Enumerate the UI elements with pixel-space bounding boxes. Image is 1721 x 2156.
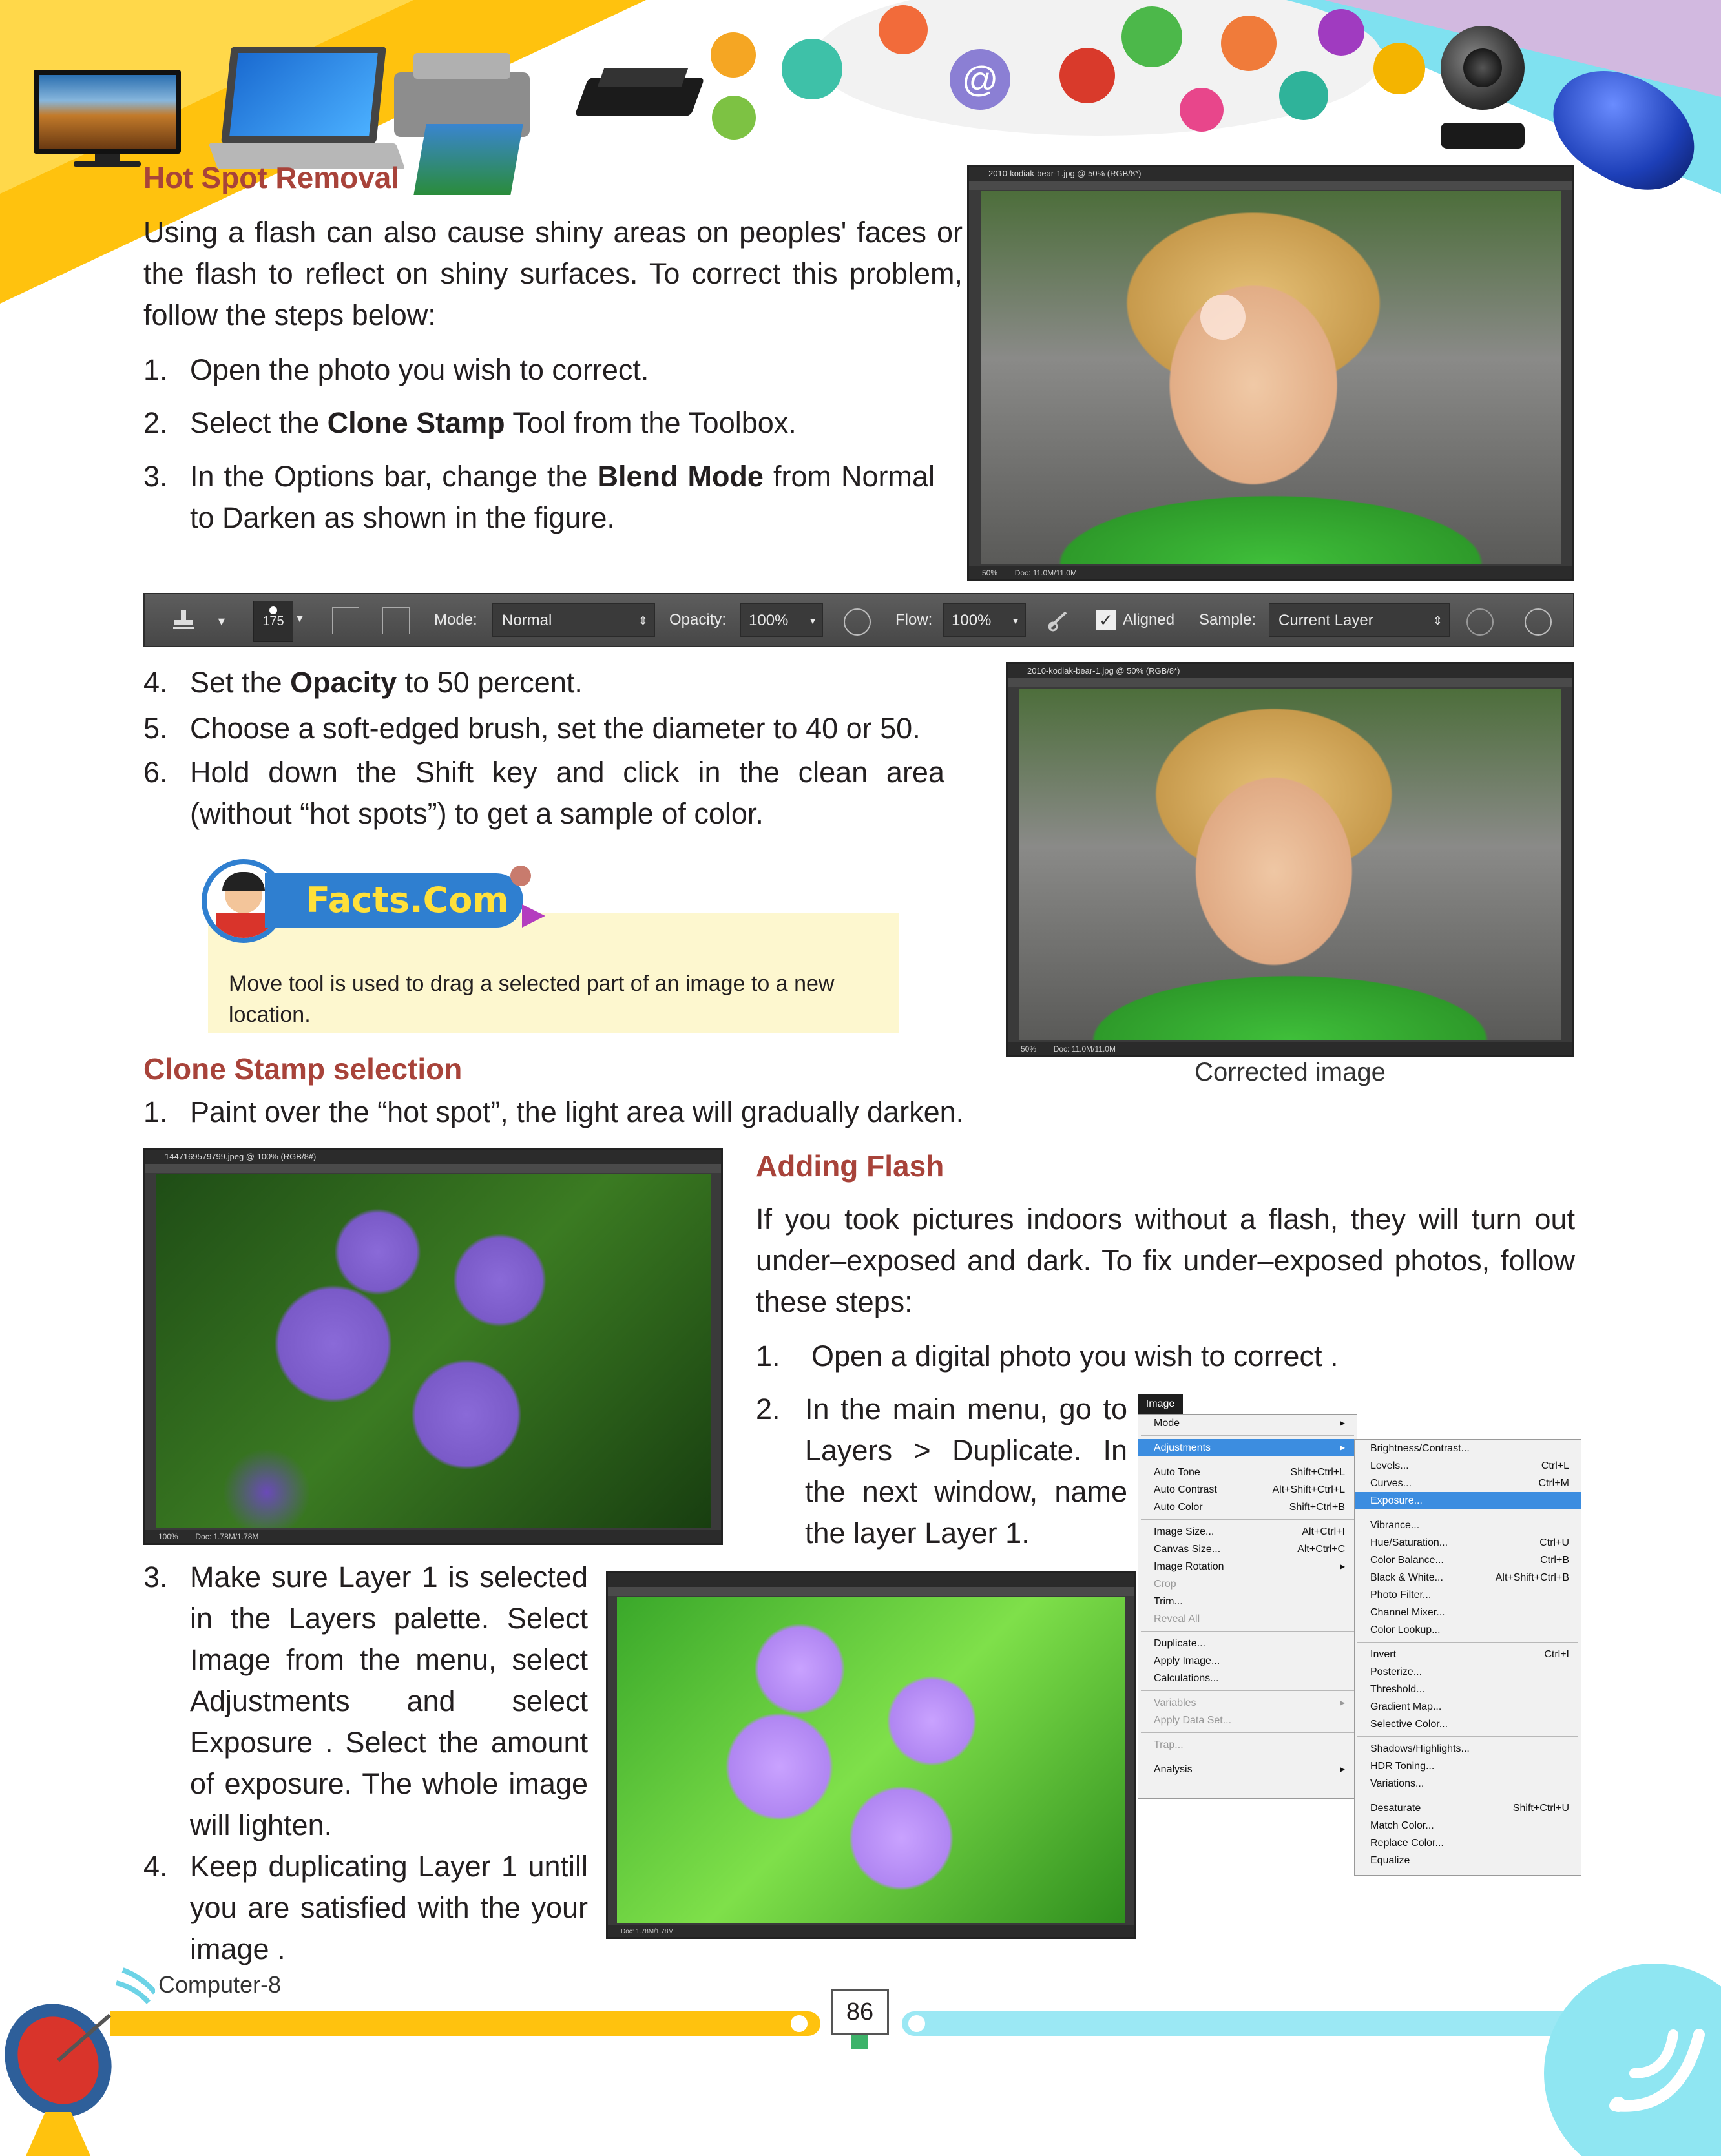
yellow-band — [110, 2011, 820, 2036]
menu-item-label: Image Size... — [1154, 1526, 1215, 1537]
gear-icon — [1059, 48, 1115, 103]
adjustments-menu-item[interactable] — [1355, 1492, 1581, 1509]
brush-dot-icon — [269, 606, 277, 614]
image-menu-item[interactable] — [1138, 1439, 1357, 1456]
list-number: 1. — [143, 353, 168, 386]
menu-item-label: Selective Color... — [1370, 1719, 1448, 1730]
adjustments-menu-item[interactable] — [1355, 1817, 1581, 1834]
clone-stamp-icon[interactable] — [171, 607, 196, 633]
image-menu-item[interactable] — [1138, 1635, 1357, 1652]
flow-label: Flow: — [895, 611, 933, 628]
menu-separator — [1357, 1642, 1578, 1643]
ruler — [1008, 678, 1572, 687]
image-menu-item[interactable] — [1138, 1694, 1357, 1712]
window-title: 1447169579799.jpeg @ 100% (RGB/8#) — [145, 1150, 721, 1164]
menu-item-label: Hue/Saturation... — [1370, 1537, 1448, 1548]
image-menu-item[interactable] — [1138, 1415, 1357, 1432]
menu-item-label: Color Balance... — [1370, 1555, 1444, 1566]
menu-item-label: Desaturate — [1370, 1803, 1421, 1814]
monitor-icon — [1373, 43, 1425, 94]
list-number: 4. — [143, 1850, 168, 1883]
list-text: Paint over the “hot spot”, the light area will gradually darken. — [190, 1095, 965, 1128]
menu-item-label: Apply Data Set... — [1154, 1715, 1232, 1726]
image-menu-item[interactable] — [1138, 1540, 1357, 1558]
list-text: Set the Opacity to 50 percent. — [190, 666, 583, 699]
chart-icon — [712, 96, 756, 140]
image-menu-item[interactable] — [1138, 1761, 1357, 1778]
menu-item-shortcut: Shift+Ctrl+U — [1512, 1803, 1569, 1814]
menu-item-shortcut: Alt+Shift+Ctrl+B — [1495, 1572, 1569, 1583]
submenu-arrow-icon: ▸ — [1339, 1764, 1345, 1775]
clone-stamp-heading: Clone Stamp selection — [143, 1052, 463, 1086]
adjustments-menu-item[interactable] — [1355, 1457, 1581, 1475]
folder-icon — [1318, 9, 1364, 56]
submenu-arrow-icon: ▸ — [1339, 1442, 1345, 1453]
photo-window-after — [1006, 662, 1574, 1057]
status-bar: Doc: 1.78M/1.78M — [608, 1925, 1134, 1937]
menu-item-label: HDR Toning... — [1370, 1761, 1435, 1772]
opacity-value: 100% — [749, 612, 789, 629]
menu-item-label: Curves... — [1370, 1478, 1412, 1489]
image-menu-item[interactable] — [1138, 1523, 1357, 1540]
brush-panel-icon[interactable] — [332, 607, 359, 634]
list-text: Open a digital photo you wish to correct . — [811, 1340, 1339, 1373]
facts-badge — [265, 873, 523, 928]
aligned-label: Aligned — [1123, 611, 1175, 628]
page-number: 86 — [831, 1989, 889, 2035]
stand-icon — [851, 2035, 868, 2049]
band-dot-icon — [788, 2013, 810, 2035]
menu-item-label: Trim... — [1154, 1596, 1183, 1607]
menu-item-shortcut: Shift+Ctrl+L — [1290, 1467, 1345, 1478]
kid-photo — [981, 191, 1561, 564]
menu-item-label: Black & White... — [1370, 1572, 1443, 1583]
menu-item-label: Mode — [1154, 1418, 1180, 1429]
image-menu-item[interactable] — [1138, 1481, 1357, 1498]
hot-spot — [1200, 295, 1246, 340]
menu-separator — [1141, 1435, 1354, 1436]
status-bar: 50% Doc: 11.0M/11.0M — [1008, 1042, 1572, 1055]
image-menu-item[interactable] — [1138, 1610, 1357, 1628]
window-title — [608, 1573, 1134, 1587]
airbrush-icon[interactable] — [1047, 608, 1071, 633]
image-menu-item[interactable] — [1138, 1575, 1357, 1593]
adjustments-menu-item[interactable] — [1355, 1715, 1581, 1733]
menu-item-label: Exposure... — [1370, 1495, 1423, 1506]
menu-item-label: Apply Image... — [1154, 1655, 1220, 1666]
list-number: 4. — [143, 666, 168, 699]
list-text: In the main menu, go to Layers > Duplicate. In the next window, name the layer Layer 1. — [805, 1393, 1127, 1550]
menu-item-shortcut: Ctrl+I — [1544, 1649, 1569, 1660]
people-icon — [1121, 6, 1182, 67]
submenu-arrow-icon: ▸ — [1339, 1561, 1345, 1572]
mouse-icon — [711, 32, 756, 78]
sample-select[interactable] — [1269, 603, 1450, 637]
menu-item-label: Canvas Size... — [1154, 1544, 1221, 1555]
satellite-dish-icon — [0, 1964, 155, 2156]
sample-label: Sample: — [1199, 611, 1257, 628]
decorative-dot-icon — [510, 866, 531, 886]
adjustments-menu-item[interactable] — [1355, 1475, 1581, 1492]
menu-item-label: Auto Tone — [1154, 1467, 1200, 1478]
flower-window-after — [606, 1571, 1136, 1939]
menu-item-label: Auto Color — [1154, 1502, 1203, 1513]
image-menu-item[interactable] — [1138, 1736, 1357, 1754]
clone-stamp-options-bar — [143, 593, 1574, 647]
menu-item-label: Duplicate... — [1154, 1638, 1206, 1649]
adjustments-menu-item[interactable] — [1355, 1663, 1581, 1681]
list-text: Open the photo you wish to correct. — [190, 353, 649, 386]
adjustments-menu-item[interactable] — [1355, 1681, 1581, 1698]
list-text: Choose a soft-edged brush, set the diameter to 40 or 50. — [190, 712, 921, 745]
status-bar: 100% Doc: 1.78M/1.78M — [145, 1530, 721, 1543]
sample-value: Current Layer — [1278, 612, 1373, 629]
list-number: 2. — [143, 406, 168, 439]
menu-item-label: Vibrance... — [1370, 1520, 1420, 1531]
updown-icon: ⇕ — [1432, 614, 1443, 627]
adjustments-menu-item[interactable] — [1355, 1646, 1581, 1663]
bar-chart-icon — [1279, 71, 1328, 120]
menu-item-label: Image Rotation — [1154, 1561, 1224, 1572]
submenu-arrow-icon: ▸ — [1339, 1418, 1345, 1429]
ruler — [969, 181, 1572, 190]
image-menu-item[interactable] — [1138, 1464, 1357, 1481]
menu-item-shortcut: Alt+Ctrl+C — [1297, 1544, 1345, 1555]
image-menu-item[interactable] — [1138, 1558, 1357, 1575]
menu-item-label: Calculations... — [1154, 1673, 1219, 1684]
chevron-down-icon[interactable]: ▼ — [295, 614, 305, 625]
hot-spot-heading: Hot Spot Removal — [143, 161, 400, 194]
printer-icon — [394, 47, 536, 156]
menu-item-shortcut: Alt+Shift+Ctrl+L — [1272, 1484, 1345, 1495]
adjustments-menu-item[interactable] — [1355, 1757, 1581, 1775]
laptop-icon — [213, 47, 401, 176]
menu-item-label: Threshold... — [1370, 1684, 1425, 1695]
list-number: 5. — [143, 712, 168, 745]
adjustments-menu-item[interactable] — [1355, 1621, 1581, 1639]
triangle-icon — [522, 904, 545, 928]
flower-window-before — [143, 1148, 723, 1545]
menu-separator — [1357, 1736, 1578, 1737]
adjustments-menu-item[interactable] — [1355, 1799, 1581, 1817]
menu-item-label: Shadows/Highlights... — [1370, 1743, 1470, 1754]
pressure-size-icon[interactable] — [1525, 608, 1552, 636]
adjustments-menu-item[interactable] — [1355, 1551, 1581, 1569]
window-title: 2010-kodiak-bear-1.jpg @ 50% (RGB/8*) — [1008, 664, 1572, 678]
menu-item-shortcut: Alt+Ctrl+I — [1302, 1526, 1345, 1537]
menu-item-label: Brightness/Contrast... — [1370, 1443, 1470, 1454]
menu-item-shortcut: Ctrl+U — [1539, 1537, 1569, 1548]
adjustments-menu-item[interactable] — [1355, 1534, 1581, 1551]
list-number: 2. — [756, 1393, 780, 1425]
chevron-down-icon[interactable]: ▼ — [216, 615, 227, 628]
adjustments-submenu — [1354, 1439, 1581, 1876]
menu-item-shortcut: Ctrl+B — [1540, 1555, 1569, 1566]
cyan-band — [902, 2011, 1638, 2036]
book-title: Computer-8 — [158, 1971, 282, 1998]
adjustments-menu-item[interactable] — [1355, 1740, 1581, 1757]
mode-label: Mode: — [434, 611, 477, 628]
facts-box — [208, 913, 899, 1033]
list-number: 3. — [143, 460, 168, 493]
menu-item-shortcut: Ctrl+M — [1538, 1478, 1569, 1489]
image-menu — [1138, 1414, 1357, 1799]
menu-separator — [1141, 1690, 1354, 1691]
list-text: Keep duplicating Layer 1 untill you are satisfied with the your image . — [190, 1850, 588, 1965]
brush-size-picker[interactable] — [253, 601, 293, 642]
upload-icon — [879, 5, 928, 54]
brush-size-value: 175 — [262, 614, 284, 628]
adding-flash-heading: Adding Flash — [756, 1149, 944, 1183]
menu-item-label: Variables — [1154, 1697, 1196, 1708]
menu-item-label: Levels... — [1370, 1460, 1409, 1471]
image-menu-item[interactable] — [1138, 1712, 1357, 1729]
at-icon: @ — [950, 49, 1010, 110]
menu-item-label: Equalize — [1370, 1855, 1410, 1866]
mouse-icon — [1221, 16, 1277, 71]
pressure-opacity-icon[interactable] — [844, 608, 871, 636]
image-menu-title[interactable]: Image — [1138, 1394, 1183, 1414]
submenu-arrow-icon: ▸ — [1339, 1697, 1345, 1708]
gamepad-icon — [1180, 88, 1224, 132]
flower-photo-brightened — [617, 1597, 1125, 1923]
flow-value: 100% — [952, 612, 992, 629]
ruler — [608, 1587, 1134, 1596]
list-text: Hold down the Shift key and click in the clean area (without “hot spots”) to get a sample of color. — [190, 756, 944, 830]
band-dot-icon — [906, 2013, 928, 2035]
aligned-checkbox[interactable]: ✓ — [1096, 610, 1116, 630]
monitor-icon — [34, 70, 181, 167]
menu-item-label: Gradient Map... — [1370, 1701, 1442, 1712]
adjustments-menu-item[interactable] — [1355, 1852, 1581, 1869]
facts-title: Facts.Com — [306, 880, 509, 920]
image-menu-item[interactable] — [1138, 1498, 1357, 1516]
menu-item-label: Analysis — [1154, 1764, 1193, 1775]
swirl-icon — [1538, 1957, 1721, 2156]
mode-value: Normal — [502, 612, 552, 629]
adjustments-menu-item[interactable] — [1355, 1569, 1581, 1586]
opacity-label: Opacity: — [669, 611, 727, 628]
mode-select[interactable] — [492, 603, 655, 637]
facts-text: Move tool is used to drag a selected part of an image to a new location. — [229, 971, 835, 1027]
menu-item-label: Photo Filter... — [1370, 1590, 1432, 1601]
globe-icon — [782, 39, 842, 99]
adjustments-menu-item[interactable] — [1355, 1517, 1581, 1534]
flow-field[interactable] — [943, 603, 1026, 637]
list-text: In the Options bar, change the Blend Mode from Normal to Darken as shown in the figure. — [190, 460, 935, 534]
menu-separator — [1141, 1732, 1354, 1733]
scanner-icon — [581, 65, 698, 123]
list-number: 1. — [143, 1095, 168, 1128]
list-number: 1. — [756, 1340, 780, 1373]
menu-item-label: Match Color... — [1370, 1820, 1434, 1831]
adjustments-menu-item[interactable] — [1355, 1440, 1581, 1457]
status-bar: 50% Doc: 11.0M/11.0M — [969, 566, 1572, 579]
image-menu-item[interactable] — [1138, 1652, 1357, 1670]
updown-icon: ⇕ — [638, 614, 648, 627]
menu-item-label: Color Lookup... — [1370, 1624, 1441, 1635]
image-menu-item[interactable] — [1138, 1593, 1357, 1610]
menu-item-label: Posterize... — [1370, 1666, 1423, 1677]
menu-item-label: Adjustments — [1154, 1442, 1211, 1453]
menu-item-label: Auto Contrast — [1154, 1484, 1217, 1495]
adjustments-menu-item[interactable] — [1355, 1775, 1581, 1792]
hot-spot-intro: Using a flash can also cause shiny areas on peoples' faces or the flash to reflect on shiny surfaces. To correct this problem, follow the steps below: — [143, 216, 963, 331]
menu-item-label: Invert — [1370, 1649, 1397, 1660]
menu-item-label: Reveal All — [1154, 1613, 1200, 1624]
menu-item-label: Replace Color... — [1370, 1838, 1444, 1849]
list-number: 3. — [143, 1560, 168, 1593]
window-title: 2010-kodiak-bear-1.jpg @ 50% (RGB/8*) — [969, 167, 1572, 181]
clone-source-icon[interactable] — [382, 607, 410, 634]
chevron-down-icon: ▼ — [808, 616, 817, 626]
menu-item-label: Channel Mixer... — [1370, 1607, 1445, 1618]
photo-window-before — [967, 165, 1574, 581]
adding-flash-intro: If you took pictures indoors without a flash, they will turn out under–exposed and dark. To fix under–exposed photos, follow these steps: — [756, 1203, 1575, 1318]
list-number: 6. — [143, 756, 168, 789]
corrected-image-caption: Corrected image — [1194, 1058, 1386, 1086]
menu-separator — [1141, 1519, 1354, 1520]
webcam-icon — [1434, 26, 1531, 155]
menu-item-shortcut: Ctrl+L — [1541, 1460, 1569, 1471]
ignore-adjustment-icon[interactable] — [1466, 608, 1494, 636]
adjustments-menu-item[interactable] — [1355, 1604, 1581, 1621]
kid-photo-corrected — [1019, 689, 1561, 1040]
menu-item-shortcut: Shift+Ctrl+B — [1289, 1502, 1345, 1513]
ruler — [145, 1164, 721, 1173]
opacity-field[interactable] — [740, 603, 823, 637]
menu-item-label: Trap... — [1154, 1739, 1184, 1750]
image-menu-item[interactable] — [1138, 1670, 1357, 1687]
adjustments-menu-item[interactable] — [1355, 1834, 1581, 1852]
chevron-down-icon: ▼ — [1011, 616, 1020, 626]
menu-item-label: Variations... — [1370, 1778, 1424, 1789]
menu-separator — [1141, 1631, 1354, 1632]
list-text: Select the Clone Stamp Tool from the Toolbox. — [190, 406, 797, 439]
flower-photo — [156, 1174, 711, 1528]
adjustments-menu-item[interactable] — [1355, 1698, 1581, 1715]
adjustments-menu-item[interactable] — [1355, 1586, 1581, 1604]
list-text: Make sure Layer 1 is selected in the Layers palette. Select Image from the menu, select Adjustments and select Exposure . Select the amount of exposure. The whole image will lighten. — [190, 1560, 588, 1841]
menu-item-label: Crop — [1154, 1579, 1176, 1590]
